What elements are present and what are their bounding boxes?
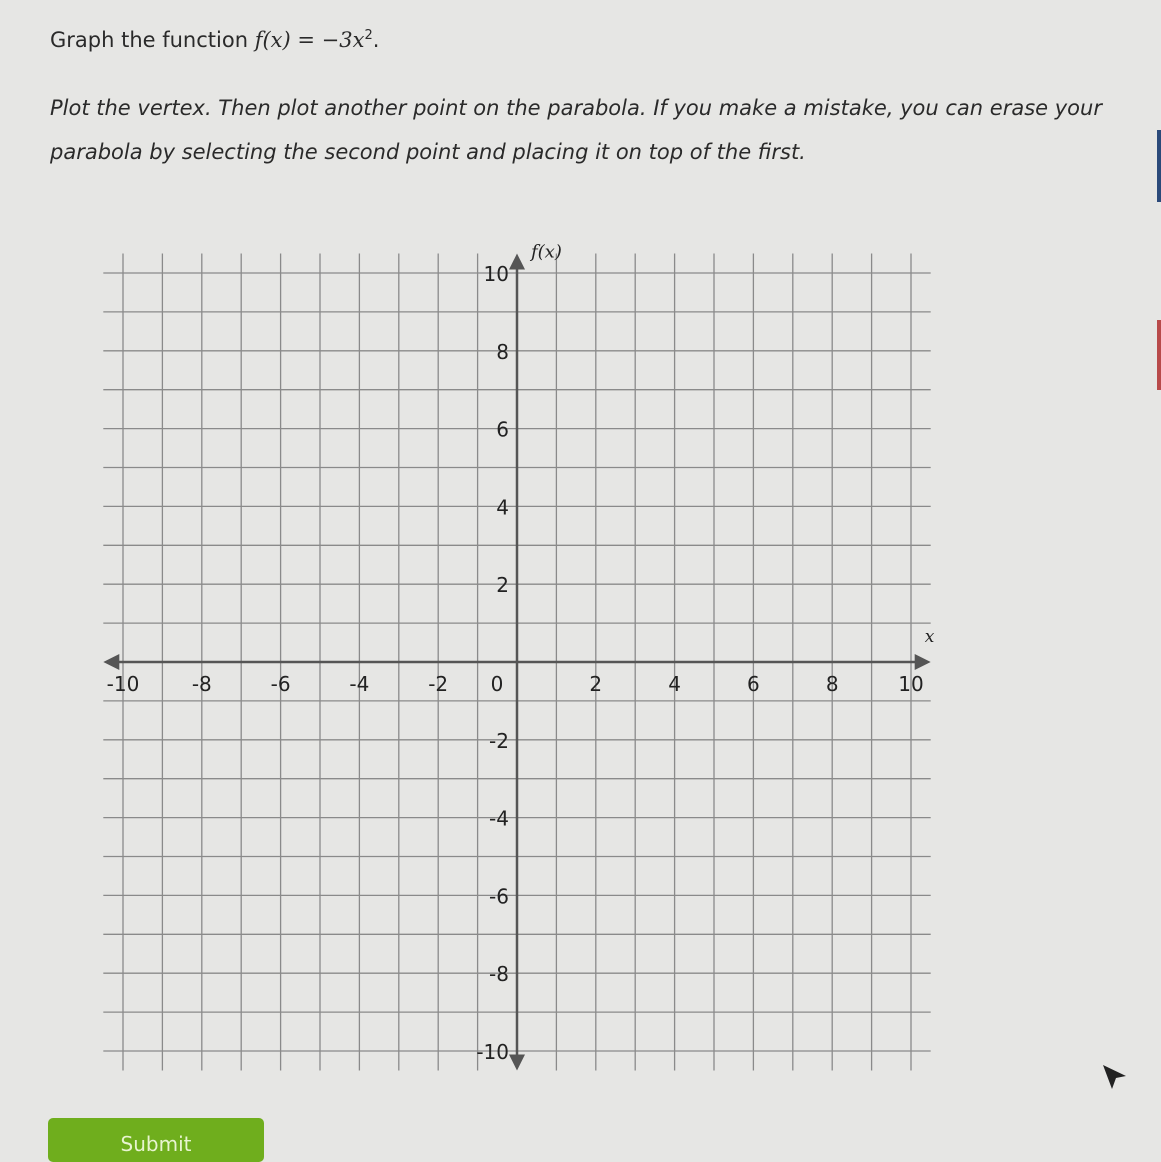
x-tick-label: 2	[589, 672, 603, 696]
x-tick-label: -10	[106, 672, 140, 696]
window-edge-accent-red	[1157, 320, 1161, 390]
mouse-cursor-icon	[1100, 1062, 1130, 1092]
y-tick-label: 2	[496, 573, 509, 598]
x-axis-arrow-left-icon	[103, 654, 119, 670]
window-edge-accent	[1157, 130, 1161, 202]
y-axis-arrow-up-icon	[509, 254, 525, 270]
y-tick-label: 6	[496, 417, 509, 442]
prompt-period: .	[372, 28, 380, 52]
submit-button[interactable]: Submit	[48, 1118, 264, 1162]
x-tick-label: -6	[270, 672, 291, 696]
x-tick-label: 10	[898, 672, 924, 696]
function-exponent: 2	[364, 28, 373, 43]
y-tick-label: -8	[489, 962, 509, 987]
x-tick-label: 0	[490, 672, 504, 696]
y-tick-label: 8	[496, 339, 509, 364]
y-tick-label: -6	[489, 884, 509, 909]
x-tick-label: 6	[747, 672, 760, 696]
x-tick-label: 8	[825, 672, 839, 696]
x-axis-arrow-right-icon	[915, 654, 931, 670]
y-tick-label: 4	[496, 495, 509, 520]
x-tick-label: 4	[668, 672, 681, 696]
x-tick-label: -4	[349, 672, 370, 696]
y-tick-label: -2	[489, 728, 509, 753]
y-tick-label: -4	[489, 806, 509, 831]
x-tick-label: -2	[428, 672, 449, 696]
x-tick-label: -8	[191, 672, 212, 696]
function-expression: f(x) = −3x	[254, 28, 365, 52]
y-tick-label: -10	[476, 1040, 509, 1064]
y-tick-label: 10	[483, 262, 509, 286]
prompt-lead: Graph the function	[50, 28, 255, 52]
x-axis-label: x	[924, 627, 935, 647]
y-axis-label: f(x)	[531, 241, 562, 263]
y-axis-arrow-down-icon	[509, 1054, 525, 1070]
instructions: Plot the vertex. Then plot another point on the parabola. If you make a mistake, you can erase your parabola by selecting the second point and placing it on top of the first.	[50, 96, 1102, 164]
